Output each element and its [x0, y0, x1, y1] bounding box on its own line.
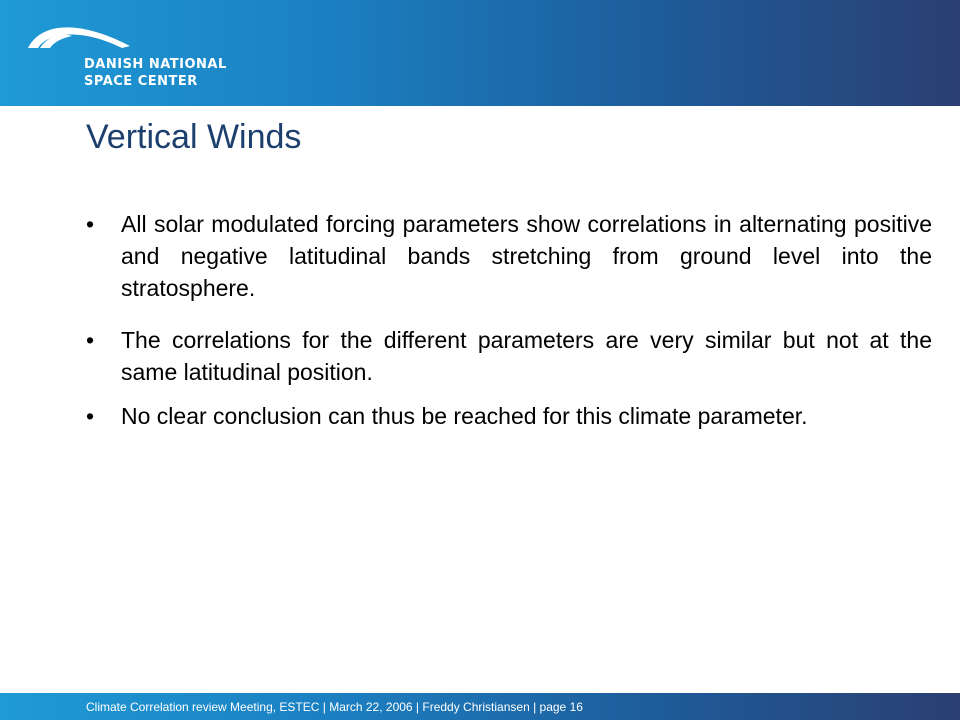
- bullet-text-1: All solar modulated forcing parameters show correlations in alternating positive and negative latitudinal bands stretching from ground level into the stratosphere.: [121, 211, 932, 301]
- logo-text: [84, 56, 227, 90]
- bullet-list: [86, 208, 932, 452]
- bullet-text-3: No clear conclusion can thus be reached for this climate parameter.: [121, 403, 808, 429]
- bullet-item-3: [86, 400, 932, 432]
- bullet-text-2: The correlations for the different parameters are very similar but not at the same latitudinal position.: [121, 327, 932, 385]
- header-band: [0, 0, 960, 106]
- footer-text: Climate Correlation review Meeting, ESTEC | March 22, 2006 | Freddy Christiansen | page 16: [86, 700, 583, 714]
- bullet-glyph: •: [86, 403, 95, 429]
- bullet-item-2: [86, 324, 932, 388]
- slide-title: Vertical Winds: [86, 118, 302, 156]
- logo-line-1: DANISH NATIONAL: [84, 57, 227, 72]
- footer-band: [0, 693, 960, 720]
- arch-logo-icon: [26, 16, 136, 56]
- logo-line-2: SPACE CENTER: [84, 74, 198, 89]
- bullet-glyph: •: [86, 327, 95, 353]
- bullet-glyph: •: [86, 211, 95, 237]
- dnsc-logo: [26, 16, 256, 96]
- bullet-item-1: [86, 208, 932, 304]
